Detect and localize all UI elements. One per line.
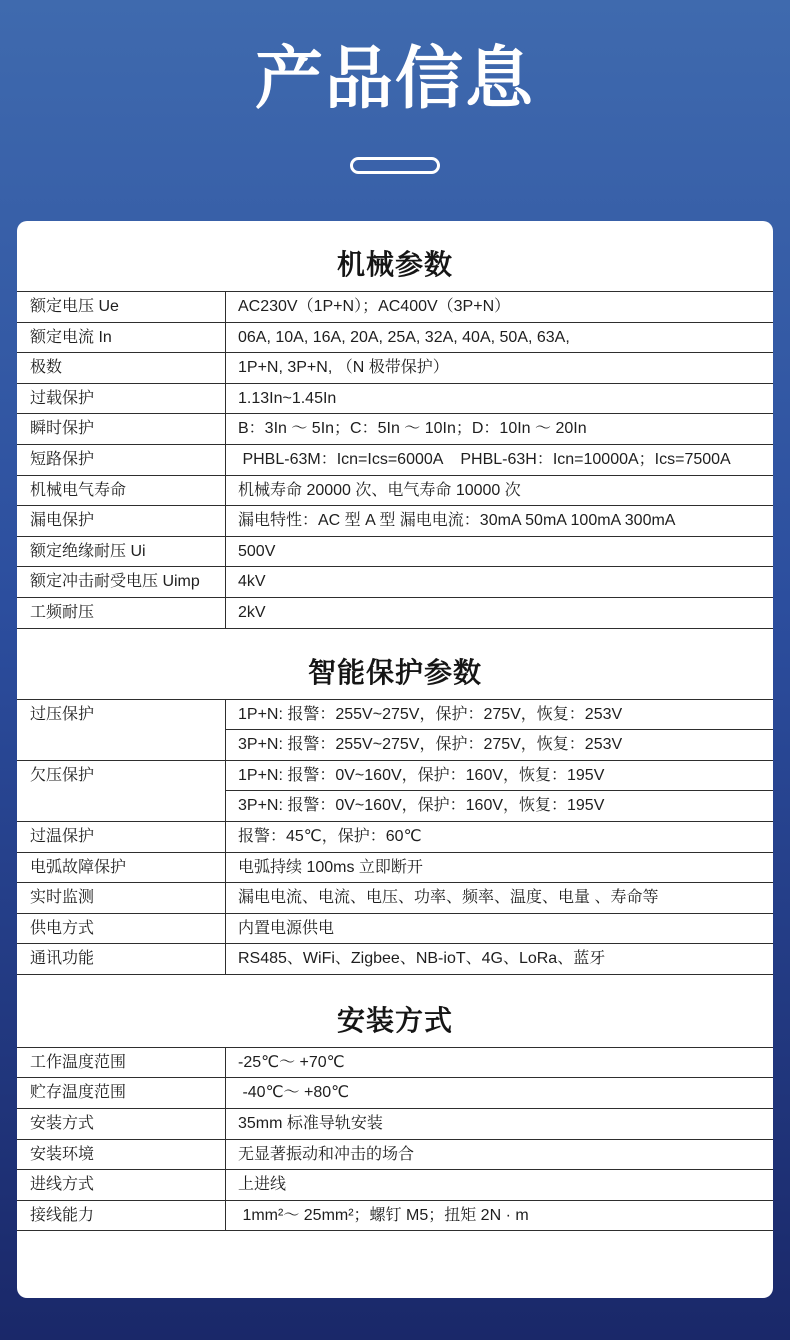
- table-row: [17, 1077, 773, 1108]
- table-row: [17, 536, 773, 567]
- row-values: [226, 384, 773, 414]
- row-label: 额定电流 In: [17, 323, 226, 353]
- row-value: 无显著振动和冲击的场合: [238, 1145, 415, 1163]
- table-row: [17, 1047, 773, 1078]
- section-heading: 智能保护参数: [307, 655, 482, 689]
- row-values: [226, 944, 773, 974]
- row-label: 过压保护: [17, 700, 226, 760]
- section-smart-protection-parameters: [17, 629, 773, 975]
- table-row: [17, 1139, 773, 1170]
- row-label: 额定电压 Ue: [17, 292, 226, 322]
- row-value: 报警：45℃，保护：60℃: [238, 827, 422, 845]
- table-row: [17, 852, 773, 883]
- row-values: [226, 1048, 773, 1078]
- table-row: [17, 413, 773, 444]
- row-label: 漏电保护: [17, 506, 226, 536]
- table-row: [17, 943, 773, 974]
- row-value: -40℃～ +80℃: [238, 1084, 350, 1102]
- row-value: 3P+N: 报警：255V~275V，保护：275V，恢复：253V: [226, 729, 773, 760]
- row-label: 额定冲击耐受电压 Uimp: [17, 567, 226, 597]
- table-row: [17, 566, 773, 597]
- page-title: 产品信息: [254, 40, 535, 119]
- row-label: 接线能力: [17, 1201, 226, 1231]
- row-values: [226, 822, 773, 852]
- section-installation: [17, 975, 773, 1232]
- row-values: [226, 1078, 773, 1108]
- table-row: [17, 505, 773, 536]
- table-row: [17, 760, 773, 821]
- table-row: [17, 352, 773, 383]
- row-label: 短路保护: [17, 445, 226, 475]
- row-label: 瞬时保护: [17, 414, 226, 444]
- row-values: [226, 1170, 773, 1200]
- row-value: 35mm 标准导轨安装: [238, 1115, 383, 1133]
- info-card: [17, 221, 773, 1298]
- row-value: 500V: [238, 542, 276, 560]
- row-value: AC230V（1P+N）；AC400V（3P+N）: [238, 298, 511, 315]
- row-label: 机械电气寿命: [17, 476, 226, 506]
- table-row: [17, 1169, 773, 1200]
- row-values: [226, 506, 773, 536]
- spec-table: [17, 1047, 773, 1232]
- row-values: [226, 914, 773, 944]
- row-value: 漏电电流、电流、电压、功率、频率、温度、电量 、寿命等: [238, 889, 659, 907]
- table-row: [17, 322, 773, 353]
- row-label: 工频耐压: [17, 598, 226, 628]
- row-label: 电弧故障保护: [17, 853, 226, 883]
- row-label: 过载保护: [17, 384, 226, 414]
- row-value: 1mm²～ 25mm²；螺钉 M5；扭矩 2N · m: [238, 1206, 529, 1224]
- row-value: 06A, 10A, 16A, 20A, 25A, 32A, 40A, 50A, 63A,: [238, 328, 570, 346]
- row-values: [226, 323, 773, 353]
- row-label: 额定绝缘耐压 Ui: [17, 537, 226, 567]
- section-heading: 机械参数: [336, 248, 453, 281]
- row-label: 通讯功能: [17, 944, 226, 974]
- row-label: 贮存温度范围: [17, 1078, 226, 1108]
- row-value: 1.13In~1.45In: [238, 389, 337, 407]
- row-value: 上进线: [238, 1176, 287, 1194]
- table-row: [17, 699, 773, 760]
- row-value: B：3In ～ 5In；C：5In ～ 10In；D：10In ～ 20In: [238, 420, 587, 438]
- section-mechanical-parameters: [17, 221, 773, 629]
- row-value: 1P+N: 报警：0V~160V，保护：160V，恢复：195V: [238, 766, 605, 784]
- row-value: -25℃～ +70℃: [238, 1053, 345, 1071]
- row-value: 3P+N: 报警：0V~160V，保护：160V，恢复：195V: [226, 790, 773, 821]
- row-value: 1P+N: 报警：255V~275V，保护：275V，恢复：253V: [238, 705, 623, 723]
- row-values: [226, 883, 773, 913]
- table-row: [17, 1200, 773, 1231]
- row-value: 机械寿命 20000 次、电气寿命 10000 次: [238, 481, 521, 499]
- row-value: RS485、WiFi、Zigbee、NB-ioT、4G、LoRa、蓝牙: [238, 950, 606, 968]
- row-label: 极数: [17, 353, 226, 383]
- row-values: [226, 414, 773, 444]
- table-row: [17, 444, 773, 475]
- title-underline-pill: [350, 157, 440, 174]
- row-label: 供电方式: [17, 914, 226, 944]
- row-values: [226, 1201, 773, 1231]
- row-values: [226, 353, 773, 383]
- row-value: 电弧持续 100ms 立即断开: [238, 858, 423, 876]
- row-label: 过温保护: [17, 822, 226, 852]
- row-label: 实时监测: [17, 883, 226, 913]
- table-row: [17, 383, 773, 414]
- row-values: [226, 292, 773, 322]
- row-value: 4kV: [238, 573, 266, 591]
- row-label: 进线方式: [17, 1170, 226, 1200]
- row-value: 2kV: [238, 603, 266, 621]
- row-values: [226, 700, 773, 760]
- table-row: [17, 291, 773, 322]
- row-values: [226, 1109, 773, 1139]
- table-row: [17, 597, 773, 628]
- row-values: [226, 476, 773, 506]
- spec-table: [17, 291, 773, 629]
- row-values: [226, 567, 773, 597]
- row-values: [226, 1140, 773, 1170]
- row-values: [226, 853, 773, 883]
- row-label: 安装方式: [17, 1109, 226, 1139]
- row-value: PHBL-63M：Icn=Ics=6000A PHBL-63H：Icn=10000A；Ics=7500A: [238, 450, 731, 468]
- row-label: 欠压保护: [17, 761, 226, 821]
- table-row: [17, 913, 773, 944]
- row-value: 内置电源供电: [238, 919, 335, 937]
- row-value: 1P+N, 3P+N, （N 极带保护）: [238, 359, 449, 377]
- row-values: [226, 598, 773, 628]
- table-row: [17, 821, 773, 852]
- table-row: [17, 475, 773, 506]
- row-values: [226, 445, 773, 475]
- table-row: [17, 1108, 773, 1139]
- row-values: [226, 537, 773, 567]
- spec-table: [17, 699, 773, 975]
- row-value: 漏电特性：AC 型 A 型 漏电电流：30mA 50mA 100mA 300mA: [238, 512, 676, 530]
- table-row: [17, 882, 773, 913]
- row-label: 工作温度范围: [17, 1048, 226, 1078]
- row-values: [226, 761, 773, 821]
- row-label: 安装环境: [17, 1140, 226, 1170]
- section-heading: 安装方式: [336, 1003, 453, 1037]
